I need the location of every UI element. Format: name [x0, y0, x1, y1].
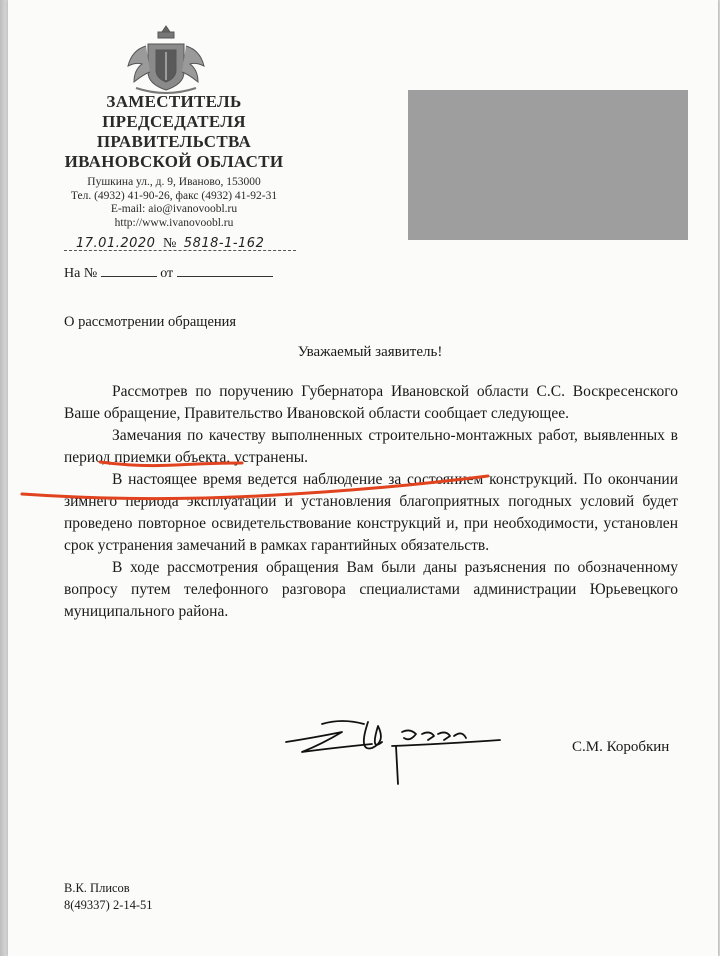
website: http://www.ivanovoobl.ru	[114, 216, 234, 229]
letter-body	[64, 381, 678, 623]
registration-line	[76, 236, 264, 254]
contact-block	[56, 176, 292, 230]
reference-line	[64, 262, 273, 282]
org-title-line: ПРАВИТЕЛЬСТВА	[96, 132, 252, 151]
ot-label: от	[160, 266, 174, 281]
redacted-addressee-block	[408, 90, 688, 240]
paragraph: В настоящее время ведется наблюдение за состоянием конструкций. По окончании зимнего периода эксплуатации и установления благоприятных погодных условий будет проведено повторное освидетельствование конструкций и, при необходимости, установлен срок устранения замечаний в рамках гарантийных обязательств.	[64, 471, 678, 554]
executor-block	[64, 880, 153, 914]
handwritten-signature	[282, 712, 502, 790]
org-title-line: ЗАМЕСТИТЕЛЬ	[106, 92, 242, 111]
org-title-line: ИВАНОВСКОЙ ОБЛАСТИ	[64, 152, 284, 171]
na-label: На №	[64, 266, 98, 281]
subject-line: О рассмотрении обращения	[64, 314, 237, 330]
ot-blank	[177, 262, 273, 277]
registration-number: 5818-1-162	[183, 236, 265, 251]
org-title	[56, 92, 292, 172]
executor-phone: 8(49337) 2-14-51	[64, 898, 153, 912]
salutation: Уважаемый заявитель!	[297, 344, 443, 360]
paragraph: Рассмотрев по поручению Губернатора Ивановской области С.С. Воскресенского Ваше обращение, Правительство Ивановской области сообщает следующее.	[64, 383, 678, 422]
registration-underline	[64, 250, 296, 251]
address: Пушкина ул., д. 9, Иваново, 153000	[87, 176, 261, 188]
na-blank	[101, 262, 157, 277]
registration-date: 17.01.2020	[76, 236, 156, 251]
phone-fax: Тел. (4932) 41-90-26, факс (4932) 41-92-31	[70, 189, 278, 202]
paragraph: Замечания по качеству выполненных строительно-монтажных работ, выявленных в период приемки объекта, устранены.	[64, 427, 678, 466]
coat-of-arms-icon	[118, 22, 214, 96]
signer-name: С.М. Коробкин	[572, 739, 670, 755]
number-sign: №	[162, 236, 177, 251]
executor-name: В.К. Плисов	[64, 881, 130, 895]
org-title-line: ПРЕДСЕДАТЕЛЯ	[102, 112, 246, 131]
paragraph: В ходе рассмотрения обращения Вам были даны разъяснения по обозначенному вопросу путем телефонного разговора специалистами администрации Юрьевецкого муниципального района.	[64, 559, 678, 620]
email: E-mail: aio@ivanovoobl.ru	[110, 203, 238, 215]
